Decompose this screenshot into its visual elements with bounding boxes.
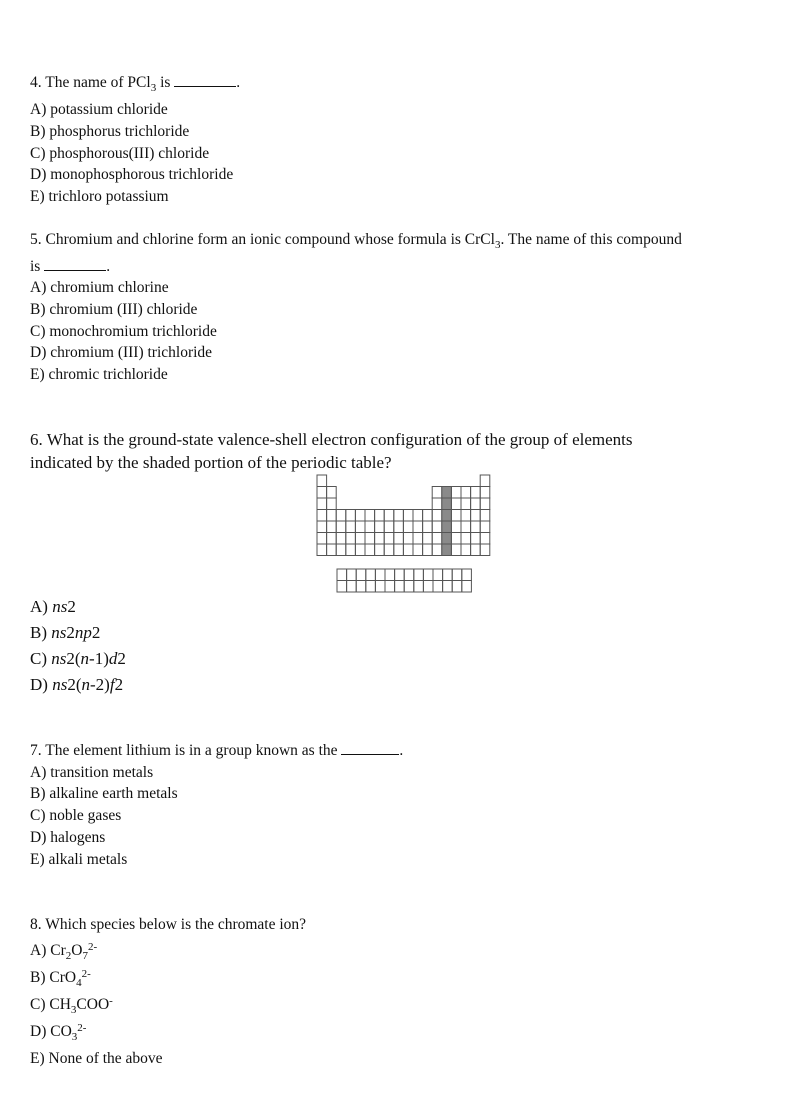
periodic-cell	[346, 521, 356, 533]
periodic-cell	[413, 544, 423, 556]
periodic-cell	[394, 510, 404, 522]
periodic-cell	[346, 510, 356, 522]
periodic-cell-fblock	[414, 569, 424, 581]
periodic-cell-fblock	[375, 569, 385, 581]
q6-option-a: A) ns2	[30, 597, 76, 616]
periodic-cell-fblock	[423, 569, 433, 581]
q5-option-b: B) chromium (III) chloride	[30, 301, 198, 318]
periodic-table-main-grid	[317, 475, 490, 556]
periodic-cell	[432, 487, 442, 499]
periodic-cell	[461, 521, 471, 533]
periodic-cell	[327, 533, 337, 545]
periodic-cell	[423, 533, 433, 545]
periodic-cell	[317, 544, 327, 556]
periodic-cell	[471, 510, 481, 522]
q4-option-d: D) monophosphorous trichloride	[30, 166, 234, 183]
question-7-stem: 7. The element lithium is in a group known as the .	[30, 742, 404, 759]
answer-blank	[341, 742, 399, 755]
periodic-cell-shaded	[442, 487, 452, 499]
periodic-cell	[317, 521, 327, 533]
q7-option-c: C) noble gases	[30, 807, 122, 824]
periodic-cell-fblock	[452, 569, 462, 581]
periodic-cell	[471, 533, 481, 545]
periodic-cell-fblock	[462, 569, 472, 581]
periodic-cell	[471, 487, 481, 499]
q5-option-d: D) chromium (III) trichloride	[30, 344, 213, 361]
q7-option-b: B) alkaline earth metals	[30, 785, 178, 802]
periodic-cell	[384, 510, 394, 522]
periodic-cell-fblock	[404, 569, 414, 581]
periodic-cell	[432, 533, 442, 545]
q8-option-a: A) $Cr_2O_7^{2-}$	[30, 941, 98, 962]
periodic-cell	[327, 544, 337, 556]
q7-option-d: D) halogens	[30, 829, 106, 846]
periodic-cell-fblock	[347, 581, 357, 593]
periodic-cell	[365, 544, 375, 556]
q7-option-a: A) transition metals	[30, 764, 154, 781]
periodic-table-f-block	[337, 569, 471, 592]
q4-option-b: B) phosphorus trichloride	[30, 123, 190, 140]
answer-blank	[174, 74, 236, 87]
periodic-cell	[471, 521, 481, 533]
answer-blank	[44, 258, 106, 271]
periodic-cell	[471, 498, 481, 510]
periodic-cell	[451, 521, 461, 533]
question-6-stem-line1: 6. What is the ground-state valence-shell electron configuration of the group of elements	[30, 430, 633, 449]
periodic-cell-fblock	[366, 581, 376, 593]
periodic-cell-shaded	[442, 521, 452, 533]
periodic-cell	[403, 521, 413, 533]
periodic-cell-fblock	[366, 569, 376, 581]
periodic-cell	[480, 510, 490, 522]
periodic-cell	[327, 498, 337, 510]
question-5-stem-cont: is .	[30, 258, 111, 275]
periodic-cell	[403, 544, 413, 556]
periodic-cell	[461, 487, 471, 499]
periodic-cell-fblock	[356, 569, 366, 581]
periodic-cell	[375, 510, 385, 522]
periodic-cell	[317, 533, 327, 545]
q6-option-c: C) ns2(n-1)d2	[30, 649, 126, 668]
periodic-table-diagram	[316, 474, 496, 594]
periodic-cell	[317, 498, 327, 510]
periodic-cell	[355, 521, 365, 533]
periodic-cell	[375, 521, 385, 533]
periodic-cell	[365, 521, 375, 533]
periodic-cell	[403, 533, 413, 545]
periodic-cell	[346, 544, 356, 556]
periodic-cell	[384, 521, 394, 533]
periodic-cell	[365, 533, 375, 545]
periodic-cell	[423, 510, 433, 522]
periodic-cell	[451, 498, 461, 510]
periodic-cell	[451, 510, 461, 522]
periodic-cell	[327, 510, 337, 522]
periodic-cell	[346, 533, 356, 545]
periodic-cell	[336, 533, 346, 545]
periodic-cell-fblock	[443, 581, 453, 593]
periodic-cell-fblock	[414, 581, 424, 593]
periodic-cell	[317, 510, 327, 522]
periodic-cell	[336, 521, 346, 533]
periodic-cell	[451, 487, 461, 499]
periodic-cell-fblock	[462, 581, 472, 593]
q8-option-b: B) CrO$_4^{2-}$	[30, 968, 91, 989]
periodic-cell	[480, 498, 490, 510]
q5-option-e: E) chromic trichloride	[30, 366, 168, 383]
periodic-cell	[365, 510, 375, 522]
periodic-cell	[413, 533, 423, 545]
periodic-cell	[461, 533, 471, 545]
q6-option-d: D) ns2(n-2)f2	[30, 675, 124, 694]
question-4-stem: 4. The name of PCl$_3$ is .	[30, 74, 241, 94]
periodic-cell	[384, 544, 394, 556]
periodic-cell	[471, 544, 481, 556]
periodic-cell	[355, 544, 365, 556]
periodic-cell	[394, 533, 404, 545]
question-8-stem: 8. Which species below is the chromate ion?	[30, 916, 307, 933]
periodic-cell-shaded	[442, 498, 452, 510]
q4-option-e: E) trichloro potassium	[30, 188, 169, 205]
periodic-cell	[327, 487, 337, 499]
periodic-cell-fblock	[423, 581, 433, 593]
periodic-cell	[375, 544, 385, 556]
periodic-cell-fblock	[452, 581, 462, 593]
periodic-cell	[403, 510, 413, 522]
periodic-cell	[432, 544, 442, 556]
periodic-cell	[336, 544, 346, 556]
periodic-cell	[432, 498, 442, 510]
periodic-cell	[480, 487, 490, 499]
periodic-cell	[432, 521, 442, 533]
periodic-cell	[480, 475, 490, 487]
periodic-cell-fblock	[395, 581, 405, 593]
periodic-cell	[423, 544, 433, 556]
q8-option-c: C) $CH_3COO^-$	[30, 995, 113, 1016]
periodic-cell	[327, 521, 337, 533]
periodic-cell	[480, 544, 490, 556]
periodic-cell	[451, 533, 461, 545]
periodic-cell-fblock	[375, 581, 385, 593]
periodic-cell-fblock	[433, 581, 443, 593]
periodic-cell	[423, 521, 433, 533]
periodic-cell	[413, 510, 423, 522]
periodic-cell-fblock	[385, 569, 395, 581]
question-5-stem: 5. Chromium and chlorine form an ionic compound whose formula is CrCl$_3$. The name of this compound	[30, 231, 682, 251]
q8-option-e: E) None of the above	[30, 1050, 163, 1067]
periodic-cell	[384, 533, 394, 545]
periodic-cell	[336, 510, 346, 522]
periodic-cell-shaded	[442, 544, 452, 556]
periodic-cell	[394, 544, 404, 556]
q5-option-c: C) monochromium trichloride	[30, 323, 217, 340]
periodic-cell	[432, 510, 442, 522]
periodic-cell	[355, 510, 365, 522]
q8-option-d: D) $CO_3^{2-}$	[30, 1022, 87, 1043]
q4-option-a: A) potassium chloride	[30, 101, 168, 118]
periodic-cell	[317, 487, 327, 499]
periodic-cell-fblock	[433, 569, 443, 581]
periodic-cell	[461, 510, 471, 522]
periodic-cell	[480, 521, 490, 533]
periodic-cell-fblock	[395, 569, 405, 581]
periodic-cell-fblock	[404, 581, 414, 593]
periodic-cell	[394, 521, 404, 533]
periodic-cell-fblock	[385, 581, 395, 593]
periodic-cell-fblock	[337, 569, 347, 581]
periodic-cell-fblock	[443, 569, 453, 581]
periodic-cell	[317, 475, 327, 487]
periodic-cell	[480, 533, 490, 545]
q7-option-e: E) alkali metals	[30, 851, 128, 868]
periodic-cell-fblock	[356, 581, 366, 593]
periodic-cell	[451, 544, 461, 556]
q4-option-c: C) phosphorous(III) chloride	[30, 145, 210, 162]
periodic-cell-shaded	[442, 510, 452, 522]
q6-option-b: B) ns2np2	[30, 623, 101, 642]
periodic-cell-fblock	[337, 581, 347, 593]
periodic-cell	[461, 544, 471, 556]
periodic-cell	[461, 498, 471, 510]
periodic-cell-fblock	[347, 569, 357, 581]
periodic-cell	[355, 533, 365, 545]
q5-option-a: A) chromium chlorine	[30, 279, 169, 296]
periodic-cell	[413, 521, 423, 533]
periodic-cell-shaded	[442, 533, 452, 545]
periodic-cell	[375, 533, 385, 545]
question-6-stem-line2: indicated by the shaded portion of the periodic table?	[30, 453, 392, 472]
